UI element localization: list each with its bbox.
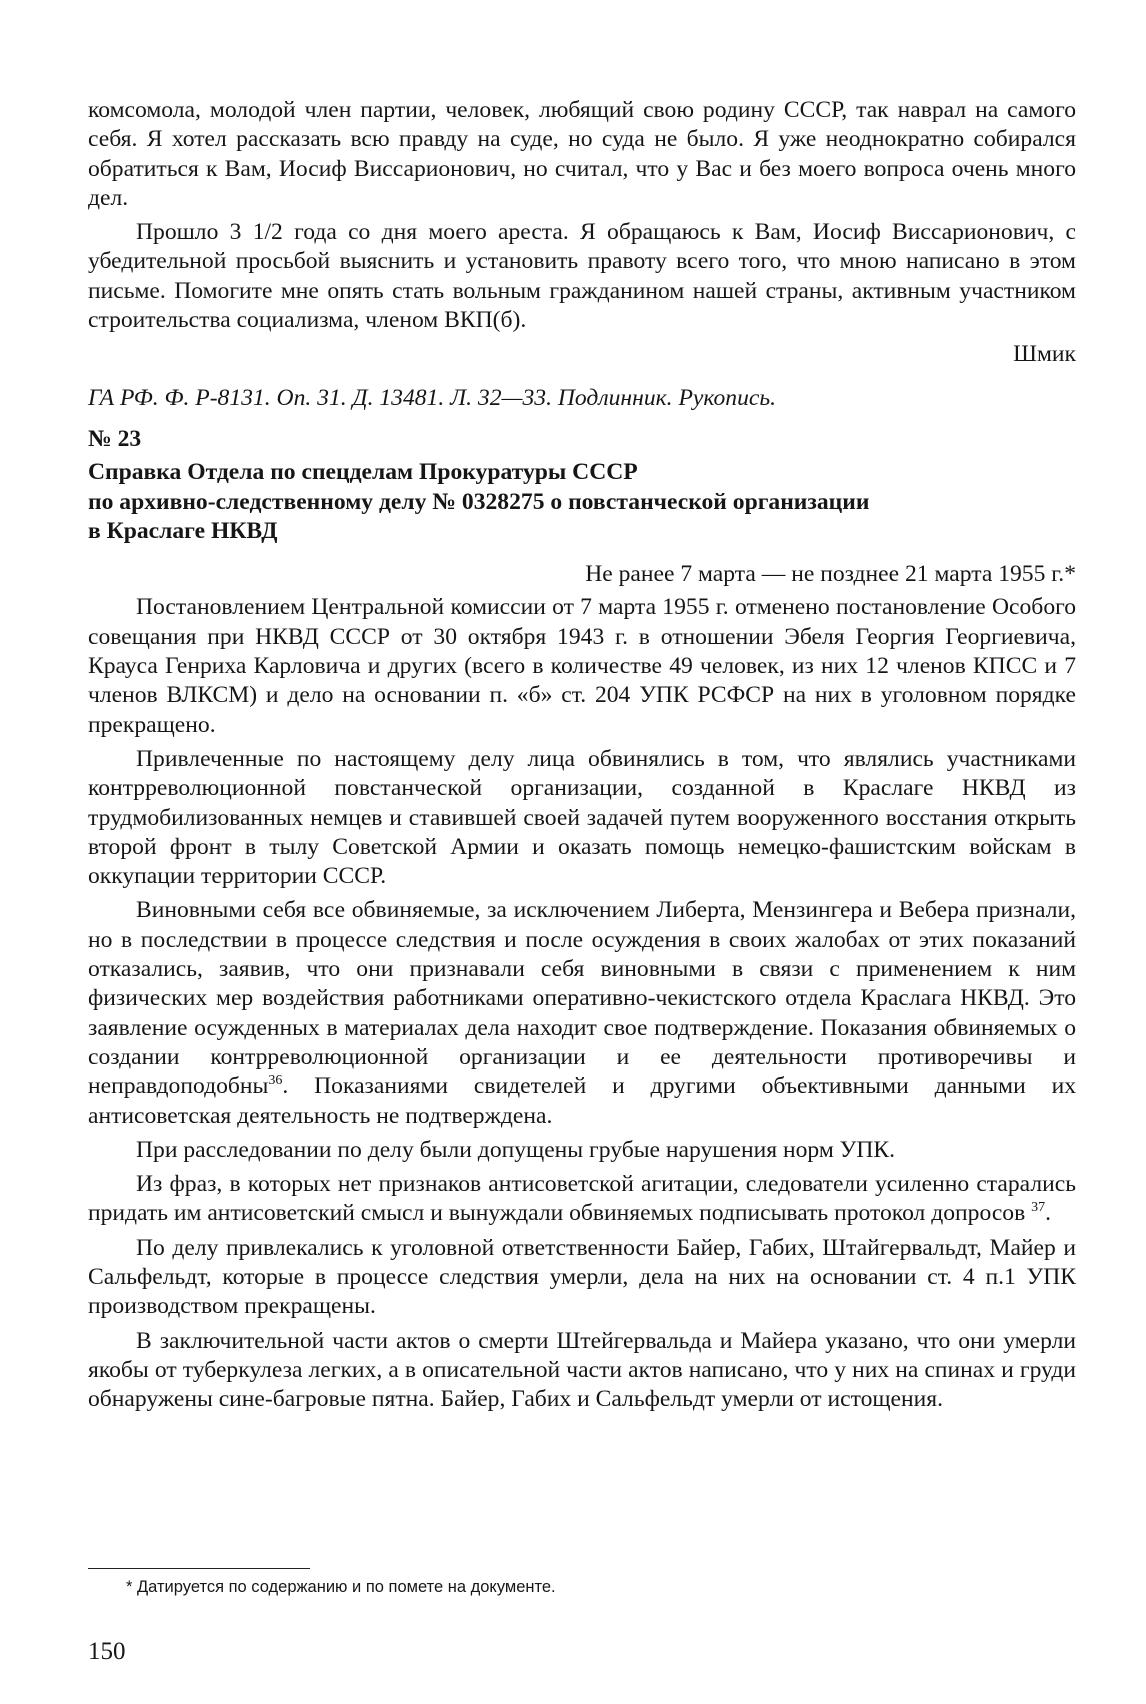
letter-paragraph: комсомола, молодой член партии, человек, любящий свою родину СССР, так наврал на самого себя. Я хотел рассказать всю правду на суде, но суда не было. Я уже неоднократно собирался обратиться к Вам, Иосиф Виссарионович, но считал, что у Вас и без моего вопроса очень много дел.: [88, 97, 1076, 211]
body-paragraph: В заключительной части актов о смерти Штейгервальда и Майера указано, что они умерли якобы от туберкулеза легких, а в описательной части актов написано, что у них на спинах и груди обнаружены сине-багровые пятна. Байер, Габих и Сальфельдт умерли от истощения.: [88, 1327, 1076, 1413]
footnote-ref: 37: [1031, 1200, 1046, 1216]
page-text: [88, 96, 1076, 1419]
paragraph-text: Виновными себя все обвиняемые, за исключением Либерта, Мензингера и Вебера признали, но в последствии в процессе следствия и после осуждения в своих жалобах от этих показаний отказались, заявив, что они признавали себя виновными в связи с применением к ним физических мер воздействия работниками оперативно-чекистского отдела Краслага НКВД. Это заявление осужденных в материалах дела находит свое подтверждение. Показания обвиняемых о создании контрреволюционной организации и ее деятельности противоречивы и неправдоподобны: [88, 897, 1076, 1100]
body-paragraph: По делу привлекались к уголовной ответственности Байер, Габих, Штайгервальдт, Майер и Сальфельдт, которые в процессе следствия умерли, дела на них на основании ст. 4 п.1 УПК производством прекращены.: [88, 1234, 1076, 1320]
body-paragraph: Постановлением Центральной комиссии от 7 марта 1955 г. отменено постановление Особого совещания при НКВД СССР от 30 октября 1943 г. в отношении Эбеля Георгия Георгиевича, Крауса Генриха Карловича и других (всего в количестве 49 человек, из них 12 членов КПСС и 7 членов ВЛКСМ) и дело на основании п. «б» ст. 204 УПК РСФСР на них в уголовном порядке прекращено.: [88, 594, 1076, 738]
footnote-divider: [88, 1568, 310, 1569]
document-title-line: Справка Отдела по спецделам Прокуратуры СССР: [88, 459, 638, 486]
page-number: 150: [88, 1638, 126, 1665]
paragraph-text: .: [1045, 1200, 1052, 1227]
body-paragraph: При расследовании по делу были допущены грубые нарушения норм УПК.: [136, 1136, 896, 1163]
footnote: * Датируется по содержанию и по помете на документе.: [126, 1578, 556, 1596]
body-paragraph: [88, 1170, 1076, 1229]
letter-paragraph: Прошло 3 1/2 года со дня моего ареста. Я обращаюсь к Вам, Иосиф Виссарионович, с убедительной просьбой выяснить и установить правоту всего того, что мною написано в этом письме. Помогите мне опять стать вольным гражданином нашей страны, активным участником строительства социализма, членом ВКП(б).: [88, 219, 1076, 334]
document-title-line: по архивно-следственному делу № 0328275 о повстанческой организации: [88, 488, 870, 515]
document-title: [88, 458, 1076, 546]
paragraph-text: Из фраз, в которых нет признаков антисоветской агитации, следователи усиленно старались придать им антисоветский смысл и вынуждали обвиняемых подписывать протокол допросов: [88, 1171, 1076, 1227]
paragraph-text: . Показаниями свидетелей и другими объективными данными их антисоветская деятельность не подтверждена.: [88, 1073, 1076, 1129]
body-paragraph: [88, 896, 1076, 1130]
document-title-line: в Краслаге НКВД: [88, 517, 278, 544]
footnote-ref: 36: [268, 1073, 283, 1089]
document-number: № 23: [88, 425, 142, 452]
body-paragraph: Привлеченные по настоящему делу лица обвинялись в том, что являлись участниками контрреволюционной повстанческой организации, созданной в Краслаге НКВД из трудмобилизованных немцев и ставившей своей задачей путем вооруженного восстания открыть второй фронт в тылу Советской Армии и оказать помощь немецко-фашистским войскам в оккупации территории СССР.: [88, 745, 1076, 890]
archive-reference: ГА РФ. Ф. Р-8131. Оп. 31. Д. 13481. Л. 32—33. Подлинник. Рукопись.: [88, 384, 776, 411]
document-date: Не ранее 7 марта — не позднее 21 марта 1955 г.*: [585, 561, 1076, 588]
letter-signature: Шмик: [1013, 341, 1076, 368]
